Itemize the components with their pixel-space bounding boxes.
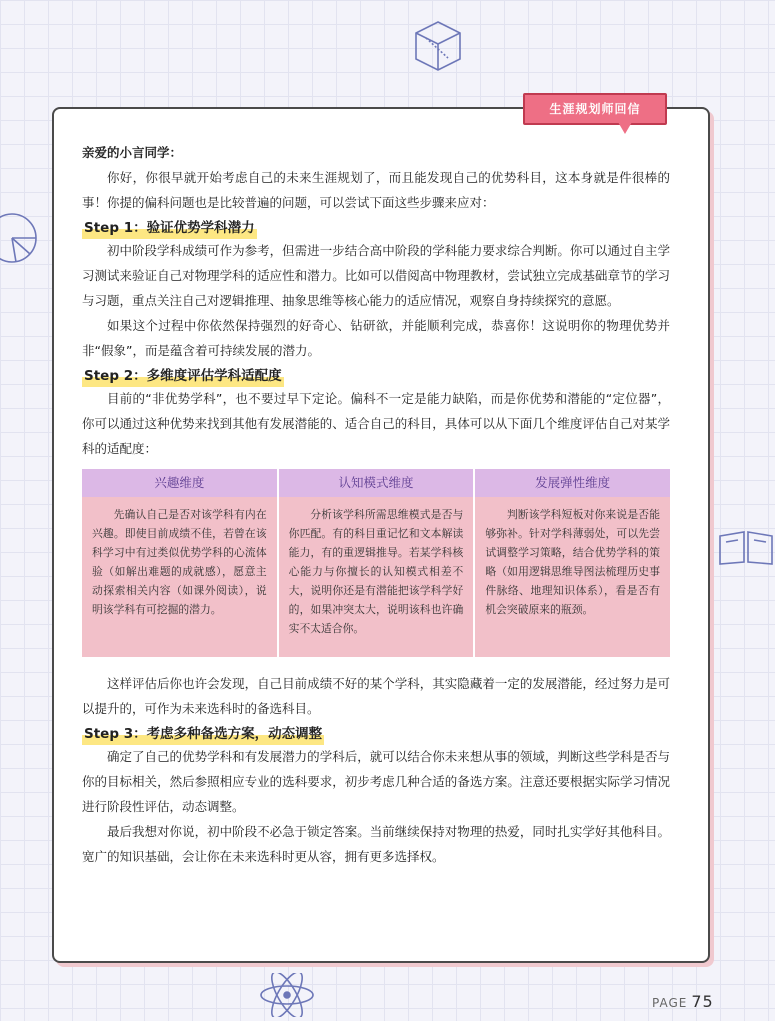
table-header: 兴趣维度 — [82, 469, 277, 497]
step3-paragraph-1: 确定了自己的优势学科和有发展潜力的学科后，就可以结合你未来想从事的领域，判断这些学科是否与你的目标相关，然后参照相应专业的选科要求，初步考虑几种合适的备选方案。注意还要根据实际学习情况进行阶段性评估，动态调整。 — [82, 749, 670, 814]
tag-pointer — [618, 122, 632, 134]
page-number-value: 75 — [691, 992, 714, 1011]
page-label: PAGE — [652, 996, 688, 1010]
table-column-flexibility — [475, 469, 670, 657]
dimension-table — [82, 469, 670, 657]
letter-content — [82, 140, 670, 869]
intro-paragraph: 你好，你很早就开始考虑自己的未来生涯规划了，而且能发现自己的优势科目，这本身就是件很棒的事！你提的偏科问题也是比较普遍的问题，可以尝试下面这些步骤来应对： — [82, 170, 670, 210]
cube-icon — [410, 18, 466, 74]
step3-paragraph-2: 最后我想对你说，初中阶段不必急于锁定答案。当前继续保持对物理的热爱，同时扎实学好其他科目。宽广的知识基础，会让你在未来选科时更从容，拥有更多选择权。 — [82, 824, 670, 864]
protractor-icon — [0, 212, 38, 264]
table-header: 认知模式维度 — [279, 469, 474, 497]
step1-paragraph-1: 初中阶段学科成绩可作为参考，但需进一步结合高中阶段的学科能力要求综合判断。你可以通过自主学习测试来验证自己对物理学科的适应性和潜力。比如可以借阅高中物理教材，尝试独立完成基础章节的学习与习题，重点关注自己对逻辑推理、抽象思维等核心能力的适应情况，观察自身持续探究的意愿。 — [82, 243, 670, 308]
table-column-interest — [82, 469, 277, 657]
atom-icon — [257, 973, 317, 1017]
page-number — [652, 992, 714, 1011]
table-cell: 判断该学科短板对你来说是否能够弥补。针对学科薄弱处，可以先尝试调整学习策略，结合优势学科的策略（如用逻辑思维导图法梳理历史事件脉络、地理知识体系），看是否有机会突破原来的瓶颈。 — [485, 508, 660, 616]
greeting: 亲爱的小言同学： — [82, 145, 183, 160]
reply-tag: 生涯规划师回信 — [523, 93, 667, 125]
table-header: 发展弹性维度 — [475, 469, 670, 497]
table-cell: 先确认自己是否对该学科有内在兴趣。即使目前成绩不佳，若曾在该科学习中有过类似优势学科的心流体验（如解出难题的成就感），愿意主动探索相关内容（如课外阅读），说明该学科有可挖掘的潜力。 — [92, 508, 267, 616]
step3-heading: Step 3：考虑多种备选方案，动态调整 — [82, 723, 324, 745]
step2-paragraph-1: 目前的“非优势学科”，也不要过早下定论。偏科不一定是能力缺陷，而是你优势和潜能的“定位器”，你可以通过这种优势来找到其他有发展潜能的、适合自己的科目，具体可以从下面几个维度评估自己对某学科的适配度： — [82, 391, 670, 456]
step1-paragraph-2: 如果这个过程中你依然保持强烈的好奇心、钻研欲，并能顺利完成，恭喜你！这说明你的物理优势并非“假象”，而是蕴含着可持续发展的潜力。 — [82, 318, 670, 358]
step2-heading: Step 2：多维度评估学科适配度 — [82, 365, 284, 387]
table-column-cognition — [279, 469, 474, 657]
table-cell: 分析该学科所需思维模式是否与你匹配。有的科目重记忆和文本解读能力，有的重逻辑推导。若某学科核心能力与你擅长的认知模式相差不大，说明你还是有潜能把该学科学好的，如果冲突太大，说明该科也许确实不太适合你。 — [288, 508, 464, 635]
open-book-icon — [716, 528, 775, 568]
step1-heading: Step 1：验证优势学科潜力 — [82, 217, 257, 239]
after-table-paragraph: 这样评估后你也许会发现，自己目前成绩不好的某个学科，其实隐藏着一定的发展潜能，经过努力是可以提升的，可作为未来选科时的备选科目。 — [82, 676, 670, 716]
